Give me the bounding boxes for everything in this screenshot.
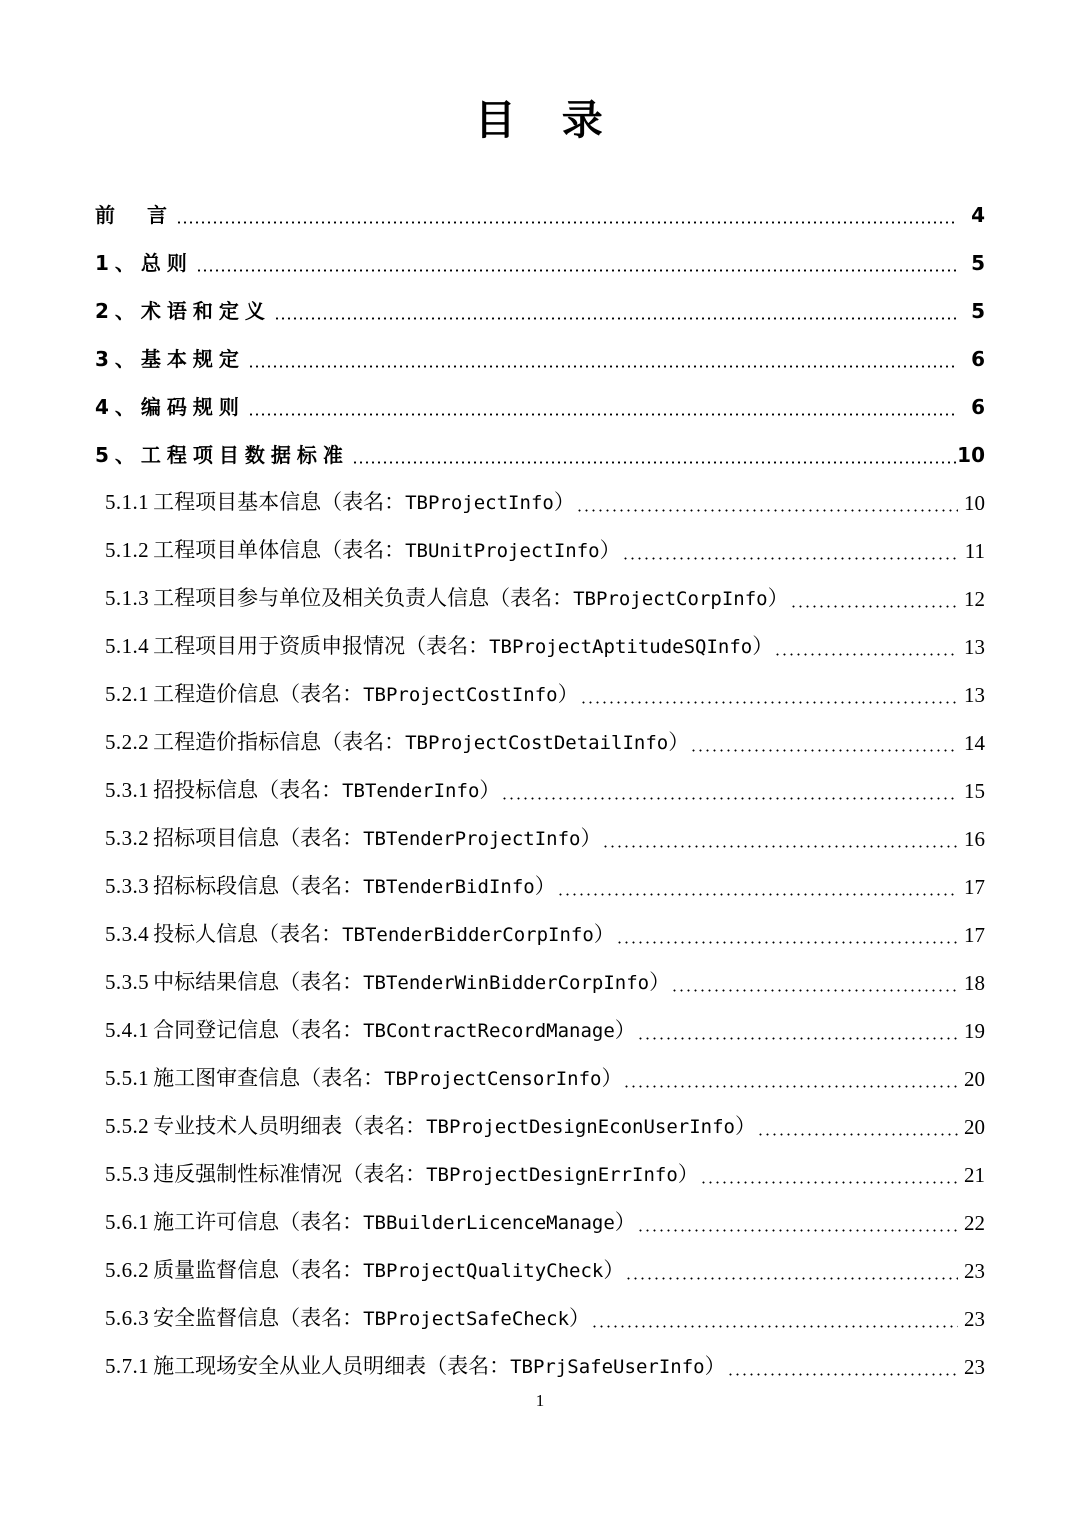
toc-entry-label: [105, 823, 601, 854]
toc-entry-label: [105, 679, 579, 710]
toc-entry-number: 5.7.1: [105, 1354, 150, 1378]
toc-entry[interactable]: [105, 758, 985, 806]
toc-entry-table-name: TBBuilderLicenceManage: [363, 1212, 615, 1234]
toc-leader-dots: [671, 989, 958, 992]
toc-entry-page-number: 14: [964, 731, 985, 755]
toc-entry-table-name: TBTenderBidInfo: [363, 876, 535, 898]
toc-entry-suffix: ）: [534, 874, 556, 898]
toc-entry-number: 5.5.2: [105, 1114, 150, 1138]
toc-entry-title: 质量监督信息（表名：: [153, 1258, 364, 1282]
toc-entry-page-number: 18: [964, 971, 985, 995]
toc-entry-number: 5.2.1: [105, 682, 150, 706]
toc-entry-label: [105, 535, 621, 566]
toc-entry-number: 5.4.1: [105, 1018, 150, 1042]
toc-entry-title: 施工许可信息（表名：: [153, 1210, 364, 1234]
toc-entry-page-number: 19: [964, 1019, 985, 1043]
toc-entry-number: 5.6.1: [105, 1210, 150, 1234]
toc-entry[interactable]: [105, 950, 985, 998]
footer-page-number: 1: [535, 1391, 545, 1410]
toc-entry[interactable]: [105, 518, 985, 566]
toc-entry-label: 5、工程项目数据标准: [95, 443, 349, 467]
toc-entry-number: 5.5.1: [105, 1066, 150, 1090]
toc-entry-suffix: ）: [668, 730, 690, 754]
toc-leader-dots: [790, 605, 958, 608]
toc-entry-label: 2、术语和定义: [95, 299, 271, 323]
toc-entry-suffix: ）: [553, 490, 575, 514]
toc-entry[interactable]: [95, 182, 985, 230]
toc-entry-page-number: 23: [964, 1355, 985, 1379]
toc-entry-label: [105, 775, 500, 806]
toc-entry-label: [105, 727, 689, 758]
toc-entry-number: 5.6.2: [105, 1258, 150, 1282]
toc-entry[interactable]: [105, 1286, 985, 1334]
toc-entry-number: 5.3.4: [105, 922, 150, 946]
toc-leader-dots: [176, 221, 958, 224]
toc-entry[interactable]: [95, 422, 985, 470]
toc-leader-dots: [622, 557, 958, 560]
toc-entry-page-number: 20: [964, 1067, 985, 1091]
toc-entry-suffix: ）: [580, 826, 602, 850]
toc-entry-table-name: TBPrjSafeUserInfo: [510, 1356, 705, 1378]
toc-entry-table-name: TBProjectDesignErrInfo: [426, 1164, 678, 1186]
toc-entry-title: 中标结果信息（表名：: [153, 970, 364, 994]
toc-entry-suffix: ）: [767, 586, 789, 610]
toc-leader-dots: [637, 1037, 958, 1040]
toc-leader-dots: [616, 941, 958, 944]
toc-entry-page-number: 16: [964, 827, 985, 851]
toc-entry-number: 5.3.3: [105, 874, 150, 898]
toc-entry-title: 招标项目信息（表名：: [153, 826, 364, 850]
toc-leader-dots: [637, 1229, 958, 1232]
toc-entry-suffix: ）: [752, 634, 774, 658]
toc-entry-label: [105, 583, 789, 614]
toc-leader-dots: [248, 365, 958, 368]
toc-entry[interactable]: [105, 1094, 985, 1142]
toc-entry-page-number: 6: [971, 395, 985, 419]
toc-leader-dots: [501, 797, 958, 800]
toc-entry-label: [105, 1255, 624, 1286]
toc-entry[interactable]: [105, 710, 985, 758]
toc-leader-dots: [727, 1373, 958, 1376]
toc-entry[interactable]: [105, 1238, 985, 1286]
toc-entry-page-number: 17: [964, 923, 985, 947]
toc-entry[interactable]: [95, 278, 985, 326]
toc-entry-page-number: 21: [964, 1163, 985, 1187]
toc-leader-dots: [602, 845, 958, 848]
toc-entry[interactable]: [95, 374, 985, 422]
toc-entry-page-number: 12: [964, 587, 985, 611]
toc-entry-label: [105, 871, 556, 902]
toc-leader-dots: [625, 1277, 958, 1280]
toc-entry-suffix: ）: [557, 682, 579, 706]
toc-entry-suffix: ）: [704, 1354, 726, 1378]
toc-entry-number: 5.3.5: [105, 970, 150, 994]
toc-leader-dots: [757, 1133, 958, 1136]
toc-leader-dots: [580, 701, 958, 704]
toc-leader-dots: [576, 509, 958, 512]
toc-entry-number: 5.1.3: [105, 586, 150, 610]
toc-entry-page-number: 20: [964, 1115, 985, 1139]
toc-entry-suffix: ）: [677, 1162, 699, 1186]
toc-entry-label: [105, 1303, 590, 1334]
toc-entry[interactable]: [105, 806, 985, 854]
toc-entry-page-number: 17: [964, 875, 985, 899]
toc-entry-page-number: 10: [964, 491, 985, 515]
toc-leader-dots: [690, 749, 958, 752]
toc-entry-number: 5.1.1: [105, 490, 150, 514]
toc-entry-suffix: ）: [601, 1066, 623, 1090]
toc-entry-label: [105, 1111, 756, 1142]
toc-entry[interactable]: [95, 326, 985, 374]
toc-entry-label: [105, 1207, 636, 1238]
toc-entry-table-name: TBTenderInfo: [342, 780, 480, 802]
toc-entry-title: 专业技术人员明细表（表名：: [153, 1114, 427, 1138]
toc-entry[interactable]: [105, 902, 985, 950]
toc-entry-table-name: TBProjectInfo: [405, 492, 554, 514]
toc-entry[interactable]: [105, 470, 985, 518]
toc-entry-suffix: ）: [593, 922, 615, 946]
toc-entry-suffix: ）: [599, 538, 621, 562]
toc-entry-suffix: ）: [734, 1114, 756, 1138]
toc-entry-label: [105, 1063, 622, 1094]
toc-entry[interactable]: [105, 566, 985, 614]
toc-leader-dots: [774, 653, 958, 656]
toc-entry-page-number: 5: [971, 251, 985, 275]
toc-entry-label: [105, 1351, 726, 1382]
toc-entry-table-name: TBContractRecordManage: [363, 1020, 615, 1042]
toc-entry-page-number: 6: [971, 347, 985, 371]
toc-leader-dots: [248, 413, 958, 416]
toc-entry-page-number: 15: [964, 779, 985, 803]
toc-entry[interactable]: [105, 1334, 985, 1382]
toc-entry-page-number: 5: [971, 299, 985, 323]
toc-entry-table-name: TBProjectCostInfo: [363, 684, 558, 706]
toc-entry[interactable]: [105, 1142, 985, 1190]
toc-entry-label: [105, 487, 575, 518]
toc-entry-table-name: TBProjectCensorInfo: [384, 1068, 602, 1090]
toc-entry[interactable]: [105, 1046, 985, 1094]
toc-entry-label: [105, 919, 615, 950]
toc-entry[interactable]: [105, 662, 985, 710]
toc-entry-table-name: TBTenderBidderCorpInfo: [342, 924, 594, 946]
toc-entry-table-name: TBTenderProjectInfo: [363, 828, 581, 850]
toc-entry-number: 5.6.3: [105, 1306, 150, 1330]
toc-entry-page-number: 22: [964, 1211, 985, 1235]
toc-entry[interactable]: [105, 614, 985, 662]
toc-entry-label: 1、总则: [95, 251, 193, 275]
toc-entry-table-name: TBProjectSafeCheck: [363, 1308, 570, 1330]
toc-entry-title: 工程项目参与单位及相关负责人信息（表名：: [153, 586, 574, 610]
toc-entry-label: 4、编码规则: [95, 395, 245, 419]
toc-entry-table-name: TBProjectCostDetailInfo: [405, 732, 669, 754]
toc-leader-dots: [352, 461, 956, 464]
toc-entry-table-name: TBProjectDesignEconUserInfo: [426, 1116, 735, 1138]
toc-entry-label: [105, 1015, 636, 1046]
toc-entry-title: 工程项目用于资质申报情况（表名：: [153, 634, 490, 658]
toc-leader-dots: [591, 1325, 958, 1328]
toc-entry-label: 前 言: [95, 203, 173, 227]
page-title: 目 录: [474, 96, 606, 144]
toc-leader-dots: [196, 269, 958, 272]
toc-entry-page-number: 13: [964, 635, 985, 659]
toc-entry-title: 工程造价指标信息（表名：: [153, 730, 406, 754]
toc-entry-label: [105, 1159, 699, 1190]
toc-entry-number: 5.2.2: [105, 730, 150, 754]
toc-entry-page-number: 23: [964, 1259, 985, 1283]
toc-entry-table-name: TBTenderWinBidderCorpInfo: [363, 972, 650, 994]
toc-entry-title: 招标标段信息（表名：: [153, 874, 364, 898]
toc-entry-label: [105, 967, 670, 998]
toc-entry-title: 施工现场安全从业人员明细表（表名：: [153, 1354, 511, 1378]
toc-entry-number: 5.3.1: [105, 778, 150, 802]
toc-entry-page-number: 4: [971, 203, 985, 227]
toc-entry-title: 工程造价信息（表名：: [153, 682, 364, 706]
toc-entry-title: 工程项目单体信息（表名：: [153, 538, 406, 562]
toc-entry-page-number: 13: [964, 683, 985, 707]
toc-entry-page-number: 10: [957, 443, 985, 467]
toc-entry[interactable]: [95, 230, 985, 278]
toc-entry-title: 施工图审查信息（表名：: [153, 1066, 385, 1090]
toc-entry-suffix: ）: [649, 970, 671, 994]
toc-entry-suffix: ）: [614, 1210, 636, 1234]
toc-entry-table-name: TBProjectAptitudeSQInfo: [489, 636, 753, 658]
toc-entry[interactable]: [105, 1190, 985, 1238]
toc-entry-page-number: 23: [964, 1307, 985, 1331]
toc-entry-number: 5.1.4: [105, 634, 150, 658]
table-of-contents: [95, 182, 985, 1382]
toc-entry[interactable]: [105, 854, 985, 902]
toc-entry-title: 安全监督信息（表名：: [153, 1306, 364, 1330]
toc-entry[interactable]: [105, 998, 985, 1046]
toc-entry-suffix: ）: [603, 1258, 625, 1282]
toc-entry-table-name: TBProjectQualityCheck: [363, 1260, 604, 1282]
toc-entry-table-name: TBProjectCorpInfo: [573, 588, 768, 610]
toc-leader-dots: [274, 317, 958, 320]
toc-entry-page-number: 11: [964, 539, 985, 563]
toc-entry-title: 招投标信息（表名：: [153, 778, 343, 802]
toc-entry-title: 工程项目基本信息（表名：: [153, 490, 406, 514]
toc-entry-table-name: TBUnitProjectInfo: [405, 540, 600, 562]
toc-entry-title: 违反强制性标准情况（表名：: [153, 1162, 427, 1186]
toc-entry-title: 投标人信息（表名：: [153, 922, 343, 946]
toc-entry-label: 3、基本规定: [95, 347, 245, 371]
toc-entry-suffix: ）: [479, 778, 501, 802]
toc-entry-number: 5.3.2: [105, 826, 150, 850]
toc-entry-label: [105, 631, 773, 662]
toc-entry-title: 合同登记信息（表名：: [153, 1018, 364, 1042]
toc-leader-dots: [700, 1181, 958, 1184]
toc-leader-dots: [623, 1085, 958, 1088]
toc-leader-dots: [557, 893, 958, 896]
toc-entry-suffix: ）: [614, 1018, 636, 1042]
toc-entry-number: 5.1.2: [105, 538, 150, 562]
toc-entry-suffix: ）: [569, 1306, 591, 1330]
toc-entry-number: 5.5.3: [105, 1162, 150, 1186]
